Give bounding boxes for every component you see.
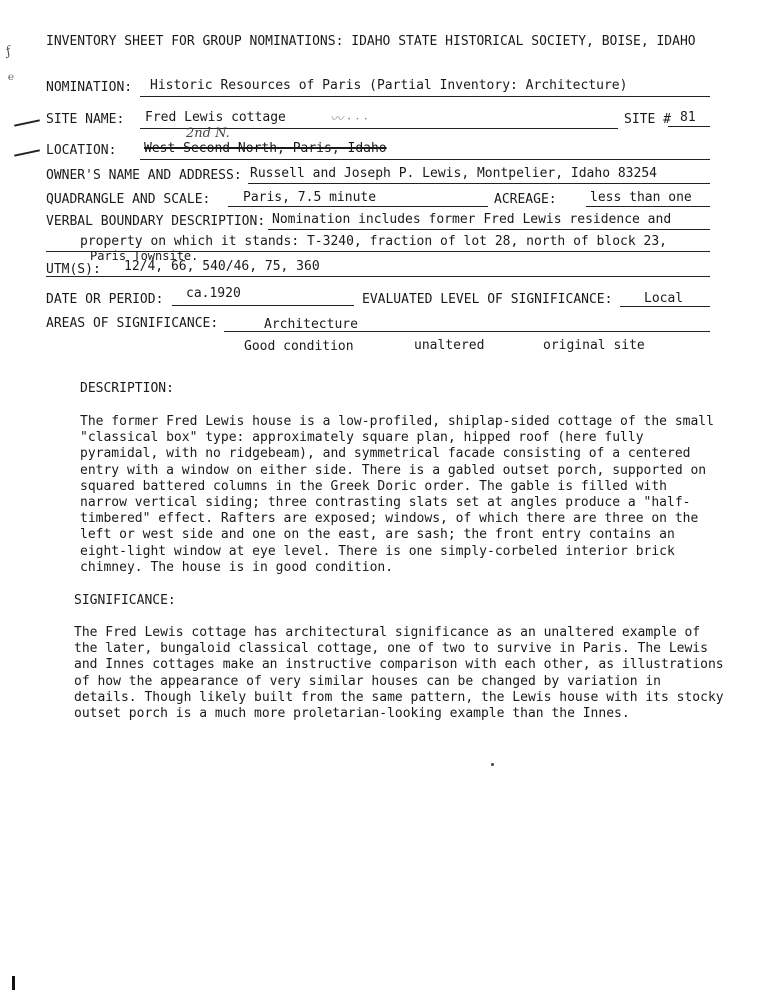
site-number-rule bbox=[668, 126, 710, 127]
boundary-line-2: property on which it stands: T-3240, fraction of lot 28, north of block 23, bbox=[80, 234, 667, 249]
areas-rule bbox=[224, 331, 710, 332]
location-label: LOCATION: bbox=[46, 143, 117, 158]
alteration-text: unaltered bbox=[414, 338, 485, 353]
quadrangle-value: Paris, 7.5 minute bbox=[243, 190, 377, 205]
nomination-label: NOMINATION: bbox=[46, 80, 133, 95]
owner-label: OWNER'S NAME AND ADDRESS: bbox=[46, 168, 242, 183]
description-body: The former Fred Lewis house is a low-profiled, shiplap-sided cottage of the small "classical box" type: approximately square plan, hipped roof (here fully pyramidal, with no ridgebeam), and symmetrical facade consisting of a centered entry with a window on either side. There is a gabled outset porch, supported on squared battered columns in the Greek Doric order. The gable is filled with narrow vertical siding; three contrasting slats set at angles produce a "half-timbered" effect. Rafters are exposed; windows, of which there are three on the left or west side and one on the east, are sash; the front entry contains an eight-light window at eye level. There is one simply-corbeled interior brick chimney. The house is in good condition. bbox=[80, 414, 714, 575]
site-number-value: 81 bbox=[680, 110, 696, 125]
utm-label: UTM(S): bbox=[46, 262, 101, 277]
site-name-value: Fred Lewis cottage bbox=[145, 110, 286, 125]
margin-scribble-2: ℮ bbox=[8, 72, 15, 83]
boundary-line-3: Paris Townsite. bbox=[90, 249, 199, 263]
location-struck-value: West Second North, Paris, Idaho bbox=[144, 141, 387, 156]
corner-mark bbox=[12, 976, 15, 990]
check-mark-site bbox=[14, 119, 40, 126]
areas-value: Architecture bbox=[264, 317, 358, 332]
site-number-label: SITE # bbox=[624, 112, 671, 127]
date-rule bbox=[172, 305, 354, 306]
date-label: DATE OR PERIOD: bbox=[46, 292, 164, 307]
site-name-label: SITE NAME: bbox=[46, 112, 125, 127]
owner-value: Russell and Joseph P. Lewis, Montpelier, Idaho 83254 bbox=[250, 166, 657, 181]
site-status-text: original site bbox=[543, 338, 645, 353]
sheet-title: INVENTORY SHEET FOR GROUP NOMINATIONS: IDAHO STATE HISTORICAL SOCIETY, BOISE, IDAHO bbox=[46, 34, 696, 49]
boundary-label: VERBAL BOUNDARY DESCRIPTION: bbox=[46, 214, 266, 229]
location-rule bbox=[140, 159, 710, 160]
quadrangle-label: QUADRANGLE AND SCALE: bbox=[46, 192, 211, 207]
nomination-rule bbox=[140, 96, 710, 97]
areas-label: AREAS OF SIGNIFICANCE: bbox=[46, 316, 219, 331]
nomination-value: Historic Resources of Paris (Partial Inventory: Architecture) bbox=[150, 78, 628, 93]
margin-scribble: ƒ bbox=[3, 43, 13, 59]
utm-rule bbox=[46, 276, 710, 277]
date-value: ca.1920 bbox=[186, 286, 241, 301]
acreage-rule bbox=[586, 206, 710, 207]
quadrangle-rule bbox=[228, 206, 488, 207]
handwritten-scrawl: 〰 · · · bbox=[330, 112, 368, 127]
speck bbox=[491, 763, 494, 766]
boundary-line-1: Nomination includes former Fred Lewis residence and bbox=[272, 212, 672, 227]
acreage-label: ACREAGE: bbox=[494, 192, 557, 207]
evaluated-rule bbox=[620, 306, 710, 307]
location-handwritten: 2nd N. bbox=[186, 126, 230, 141]
condition-text: Good condition bbox=[244, 339, 354, 354]
description-heading: DESCRIPTION: bbox=[80, 381, 174, 396]
evaluated-value: Local bbox=[644, 291, 684, 306]
evaluated-label: EVALUATED LEVEL OF SIGNIFICANCE: bbox=[362, 292, 613, 307]
check-mark-location bbox=[14, 149, 40, 156]
utm-value: 12/4, 66, 540/46, 75, 360 bbox=[124, 259, 320, 274]
boundary-rule-1 bbox=[268, 229, 710, 230]
owner-rule bbox=[248, 183, 710, 184]
significance-body: The Fred Lewis cottage has architectural significance as an unaltered example of the later, bungaloid classical cottage, one of two to survive in Paris. The Lewis and Innes cottages make an instructive comparison with each other, as illustrations of how the appearance of very similar houses can be changed by variation in details. Though likely built from the same pattern, the Lewis house with its stocky outset porch is a much more proletarian-looking example than the Innes. bbox=[74, 625, 724, 722]
acreage-value: less than one bbox=[590, 190, 692, 205]
significance-heading: SIGNIFICANCE: bbox=[74, 593, 176, 608]
